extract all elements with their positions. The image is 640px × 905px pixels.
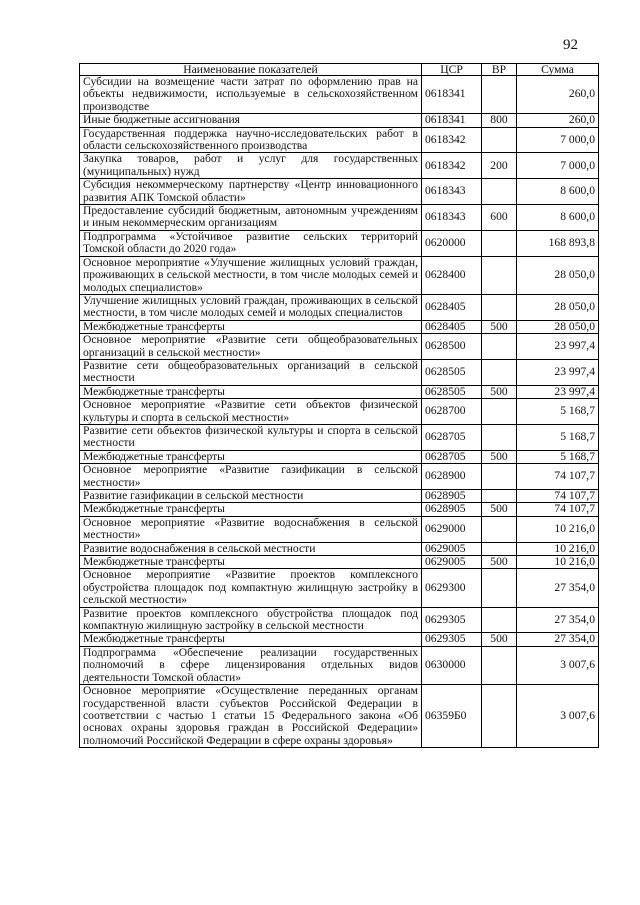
csr-cell: 0620000 [422, 230, 482, 256]
csr-cell: 0618342 [422, 153, 482, 179]
sum-cell: 260,0 [517, 76, 599, 114]
header-sum: Сумма [517, 64, 599, 76]
name-cell: Развитие водоснабжения в сельской местности [80, 542, 422, 555]
table-row [80, 516, 599, 542]
vr-cell [482, 294, 517, 320]
vr-cell: 600 [482, 205, 517, 231]
table-row [80, 450, 599, 463]
sum-cell: 3 007,6 [517, 685, 599, 748]
csr-cell: 0629000 [422, 516, 482, 542]
name-cell: Подпрограмма «Обеспечение реализации государственных полномочий в сфере лицензирования отдельных видов деятельности Томской области» [80, 646, 422, 684]
vr-cell [482, 230, 517, 256]
vr-cell: 200 [482, 153, 517, 179]
name-cell: Подпрограмма «Устойчивое развитие сельских территорий Томской области до 2020 года» [80, 230, 422, 256]
name-cell: Субсидии на возмещение части затрат по оформлению прав на объекты недвижимости, используемые в сельскохозяйственном производстве [80, 76, 422, 114]
header-csr: ЦСР [422, 64, 482, 76]
vr-cell: 800 [482, 114, 517, 127]
name-cell: Основное мероприятие «Улучшение жилищных условий граждан, проживающих в сельской местности, в том числе молодых семей и молодых специалистов» [80, 256, 422, 294]
csr-cell: 0628505 [422, 385, 482, 398]
sum-cell: 5 168,7 [517, 399, 599, 425]
csr-cell: 0628405 [422, 320, 482, 333]
budget-table [79, 63, 599, 748]
sum-cell: 23 997,4 [517, 385, 599, 398]
name-cell: Межбюджетные трансферты [80, 385, 422, 398]
name-cell: Межбюджетные трансферты [80, 450, 422, 463]
csr-cell: 0628500 [422, 334, 482, 360]
vr-cell: 500 [482, 320, 517, 333]
vr-cell: 500 [482, 556, 517, 569]
name-cell: Межбюджетные трансферты [80, 556, 422, 569]
table-body [80, 76, 599, 748]
sum-cell: 23 997,4 [517, 334, 599, 360]
csr-cell: 0628905 [422, 503, 482, 516]
table-row [80, 385, 599, 398]
vr-cell: 500 [482, 503, 517, 516]
name-cell: Основное мероприятие «Осуществление переданных органам государственной власти субъектов Российской Федерации в соответствии с частью 1 статьи 15 Федерального закона «Об основах охраны здоровья граждан в Российской Федерации» полномочий Российской Федерации в сфере охраны здоровья» [80, 685, 422, 748]
vr-cell [482, 646, 517, 684]
sum-cell: 27 354,0 [517, 633, 599, 646]
header-name: Наименование показателей [80, 64, 422, 76]
table-row [80, 76, 599, 114]
csr-cell: 0629300 [422, 569, 482, 607]
sum-cell: 260,0 [517, 114, 599, 127]
csr-cell: 0628705 [422, 424, 482, 450]
name-cell: Основное мероприятие «Развитие газификации в сельской местности» [80, 464, 422, 490]
table-row [80, 569, 599, 607]
name-cell: Субсидия некоммерческому партнерству «Центр инновационного развития АПК Томской области» [80, 179, 422, 205]
sum-cell: 10 216,0 [517, 516, 599, 542]
table-row [80, 424, 599, 450]
csr-cell: 0628405 [422, 294, 482, 320]
sum-cell: 8 600,0 [517, 205, 599, 231]
vr-cell [482, 179, 517, 205]
csr-cell: 0628700 [422, 399, 482, 425]
csr-cell: 0629305 [422, 633, 482, 646]
vr-cell: 500 [482, 633, 517, 646]
csr-cell: 0629005 [422, 542, 482, 555]
sum-cell: 7 000,0 [517, 153, 599, 179]
csr-cell: 0618341 [422, 114, 482, 127]
name-cell: Развитие проектов комплексного обустройства площадок под компактную жилищную застройку в сельской местности [80, 607, 422, 633]
csr-cell: 0618343 [422, 179, 482, 205]
vr-cell [482, 399, 517, 425]
vr-cell [482, 127, 517, 153]
csr-cell: 0628705 [422, 450, 482, 463]
csr-cell: 0628905 [422, 490, 482, 503]
table-row [80, 153, 599, 179]
csr-cell: 0629305 [422, 607, 482, 633]
sum-cell: 8 600,0 [517, 179, 599, 205]
page-number: 92 [563, 37, 578, 53]
sum-cell: 74 107,7 [517, 503, 599, 516]
table-row [80, 556, 599, 569]
vr-cell [482, 334, 517, 360]
sum-cell: 74 107,7 [517, 490, 599, 503]
vr-cell [482, 424, 517, 450]
name-cell: Улучшение жилищных условий граждан, проживающих в сельской местности, в том числе молодых семей и молодых специалистов [80, 294, 422, 320]
table-header-row [80, 64, 599, 76]
table-row [80, 179, 599, 205]
name-cell: Предоставление субсидий бюджетным, автономным учреждениям и иным некоммерческим организациям [80, 205, 422, 231]
sum-cell: 7 000,0 [517, 127, 599, 153]
name-cell: Межбюджетные трансферты [80, 503, 422, 516]
csr-cell: 0629005 [422, 556, 482, 569]
table-row [80, 399, 599, 425]
table-row [80, 503, 599, 516]
table-row [80, 490, 599, 503]
sum-cell: 23 997,4 [517, 359, 599, 385]
table-row [80, 127, 599, 153]
table-row [80, 685, 599, 748]
header-vr: ВР [482, 64, 517, 76]
vr-cell [482, 256, 517, 294]
name-cell: Основное мероприятие «Развитие сети общеобразовательных организаций в сельской местности» [80, 334, 422, 360]
vr-cell [482, 464, 517, 490]
name-cell: Развитие газификации в сельской местности [80, 490, 422, 503]
name-cell: Межбюджетные трансферты [80, 633, 422, 646]
table-row [80, 464, 599, 490]
name-cell: Иные бюджетные ассигнования [80, 114, 422, 127]
sum-cell: 28 050,0 [517, 294, 599, 320]
name-cell: Закупка товаров, работ и услуг для государственных (муниципальных) нужд [80, 153, 422, 179]
name-cell: Межбюджетные трансферты [80, 320, 422, 333]
sum-cell: 5 168,7 [517, 424, 599, 450]
sum-cell: 3 007,6 [517, 646, 599, 684]
sum-cell: 10 216,0 [517, 556, 599, 569]
vr-cell [482, 607, 517, 633]
vr-cell [482, 76, 517, 114]
csr-cell: 0628505 [422, 359, 482, 385]
vr-cell [482, 685, 517, 748]
name-cell: Основное мероприятие «Развитие водоснабжения в сельской местности» [80, 516, 422, 542]
table-row [80, 542, 599, 555]
table-row [80, 607, 599, 633]
table-row [80, 114, 599, 127]
csr-cell: 0628400 [422, 256, 482, 294]
vr-cell [482, 359, 517, 385]
table-row [80, 230, 599, 256]
sum-cell: 10 216,0 [517, 542, 599, 555]
table-row [80, 256, 599, 294]
csr-cell: 0628900 [422, 464, 482, 490]
sum-cell: 74 107,7 [517, 464, 599, 490]
vr-cell: 500 [482, 385, 517, 398]
csr-cell: 0618343 [422, 205, 482, 231]
vr-cell [482, 516, 517, 542]
name-cell: Государственная поддержка научно-исследовательских работ в области сельскохозяйственного производства [80, 127, 422, 153]
sum-cell: 27 354,0 [517, 607, 599, 633]
table-row [80, 646, 599, 684]
table-row [80, 334, 599, 360]
vr-cell [482, 569, 517, 607]
name-cell: Развитие сети общеобразовательных организаций в сельской местности [80, 359, 422, 385]
csr-cell: 06359Б0 [422, 685, 482, 748]
csr-cell: 0630000 [422, 646, 482, 684]
name-cell: Развитие сети объектов физической культуры и спорта в сельской местности [80, 424, 422, 450]
csr-cell: 0618342 [422, 127, 482, 153]
name-cell: Основное мероприятие «Развитие сети объектов физической культуры и спорта в сельской местности» [80, 399, 422, 425]
sum-cell: 168 893,8 [517, 230, 599, 256]
table-row [80, 633, 599, 646]
sum-cell: 28 050,0 [517, 320, 599, 333]
table-row [80, 294, 599, 320]
csr-cell: 0618341 [422, 76, 482, 114]
sum-cell: 27 354,0 [517, 569, 599, 607]
vr-cell [482, 542, 517, 555]
table-row [80, 320, 599, 333]
name-cell: Основное мероприятие «Развитие проектов комплексного обустройства площадок под компактную жилищную застройку в сельской местности» [80, 569, 422, 607]
sum-cell: 5 168,7 [517, 450, 599, 463]
vr-cell: 500 [482, 450, 517, 463]
table-row [80, 205, 599, 231]
sum-cell: 28 050,0 [517, 256, 599, 294]
vr-cell [482, 490, 517, 503]
table-row [80, 359, 599, 385]
